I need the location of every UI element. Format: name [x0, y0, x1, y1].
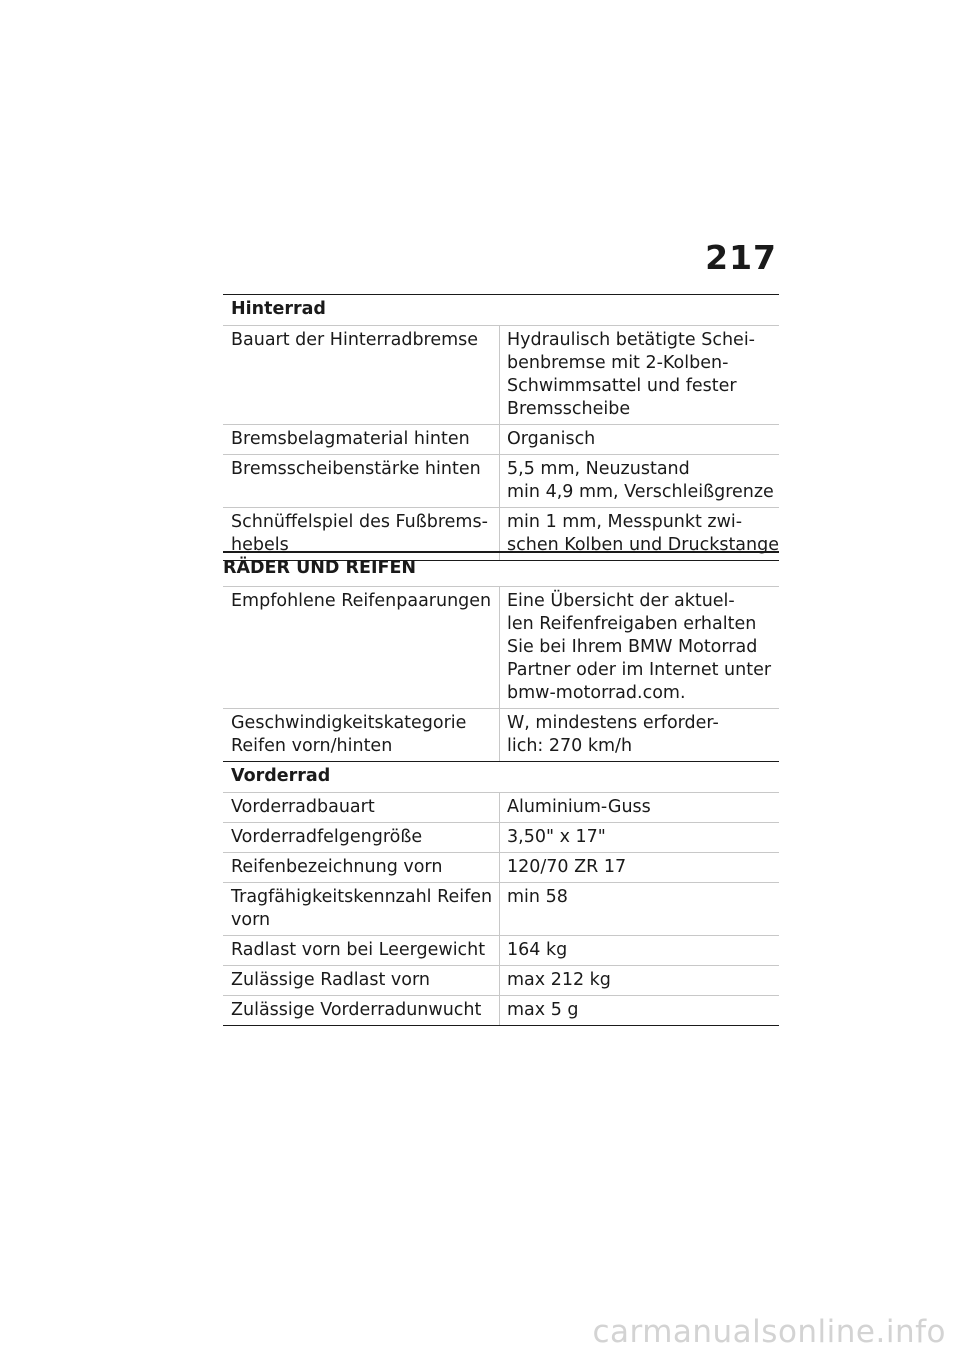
row-label: Geschwindigkeitskategorie Reifen vorn/hinten	[223, 709, 500, 761]
row-value: 3,50" x 17"	[507, 827, 606, 847]
row-label: Zulässige Radlast vorn	[223, 966, 500, 995]
wheels-table	[223, 586, 779, 1026]
row-value: Organisch	[507, 429, 596, 449]
table-row	[223, 708, 779, 761]
row-label: Schnüffelspiel des Fußbrems- hebels	[223, 508, 500, 560]
table-row	[223, 424, 779, 454]
table-row	[223, 935, 779, 965]
row-value: Aluminium-Guss	[507, 797, 651, 817]
row-value: min 58	[507, 887, 568, 907]
table-row	[223, 882, 779, 935]
watermark: carmanualsonline.info	[592, 1314, 946, 1350]
row-value: max 212 kg	[507, 970, 611, 990]
row-value: Eine Übersicht der aktuel- len Reifenfreigaben erhalten Sie bei Ihrem BMW Motorrad Partner oder im Internet unter bmw-motorrad.com.	[507, 591, 772, 703]
row-value: W, mindestens erforder- lich: 270 km/h	[507, 713, 719, 756]
row-label: Vorderradfelgengröße	[223, 823, 500, 852]
table-row	[223, 792, 779, 822]
row-label: Radlast vorn bei Leergewicht	[223, 936, 500, 965]
table-row	[223, 822, 779, 852]
table-row	[223, 454, 779, 507]
section-title-vorderrad: Vorderrad	[223, 761, 779, 792]
table-row	[223, 852, 779, 882]
table-row	[223, 965, 779, 995]
rear-brake-table	[223, 294, 779, 561]
row-value: 164 kg	[507, 940, 568, 960]
row-value: max 5 g	[507, 1000, 579, 1020]
section-title-hinterrad: Hinterrad	[223, 294, 779, 325]
row-value: min 1 mm, Messpunkt zwi- schen Kolben und Druckstange	[507, 512, 779, 555]
table-row	[223, 586, 779, 708]
row-value: 5,5 mm, Neuzustand min 4,9 mm, Verschleißgrenze	[507, 459, 774, 502]
chapter-title: RÄDER UND REIFEN	[223, 551, 779, 580]
row-label: Bremsbelagmaterial hinten	[223, 425, 500, 454]
row-label: Vorderradbauart	[223, 793, 500, 822]
row-label: Zulässige Vorderradunwucht	[223, 996, 500, 1025]
page-number: 217	[705, 238, 777, 277]
row-label: Bremsscheibenstärke hinten	[223, 455, 500, 507]
row-value: 120/70 ZR 17	[507, 857, 627, 877]
row-label: Bauart der Hinterradbremse	[223, 326, 500, 424]
row-label: Reifenbezeichnung vorn	[223, 853, 500, 882]
row-label: Tragfähigkeitskennzahl Reifen vorn	[223, 883, 500, 935]
table-row	[223, 325, 779, 424]
table-row	[223, 995, 779, 1025]
row-value: Hydraulisch betätigte Schei- benbremse mit 2-Kolben- Schwimmsattel und fester Bremsscheibe	[507, 330, 755, 419]
row-label: Empfohlene Reifenpaarungen	[223, 587, 500, 708]
